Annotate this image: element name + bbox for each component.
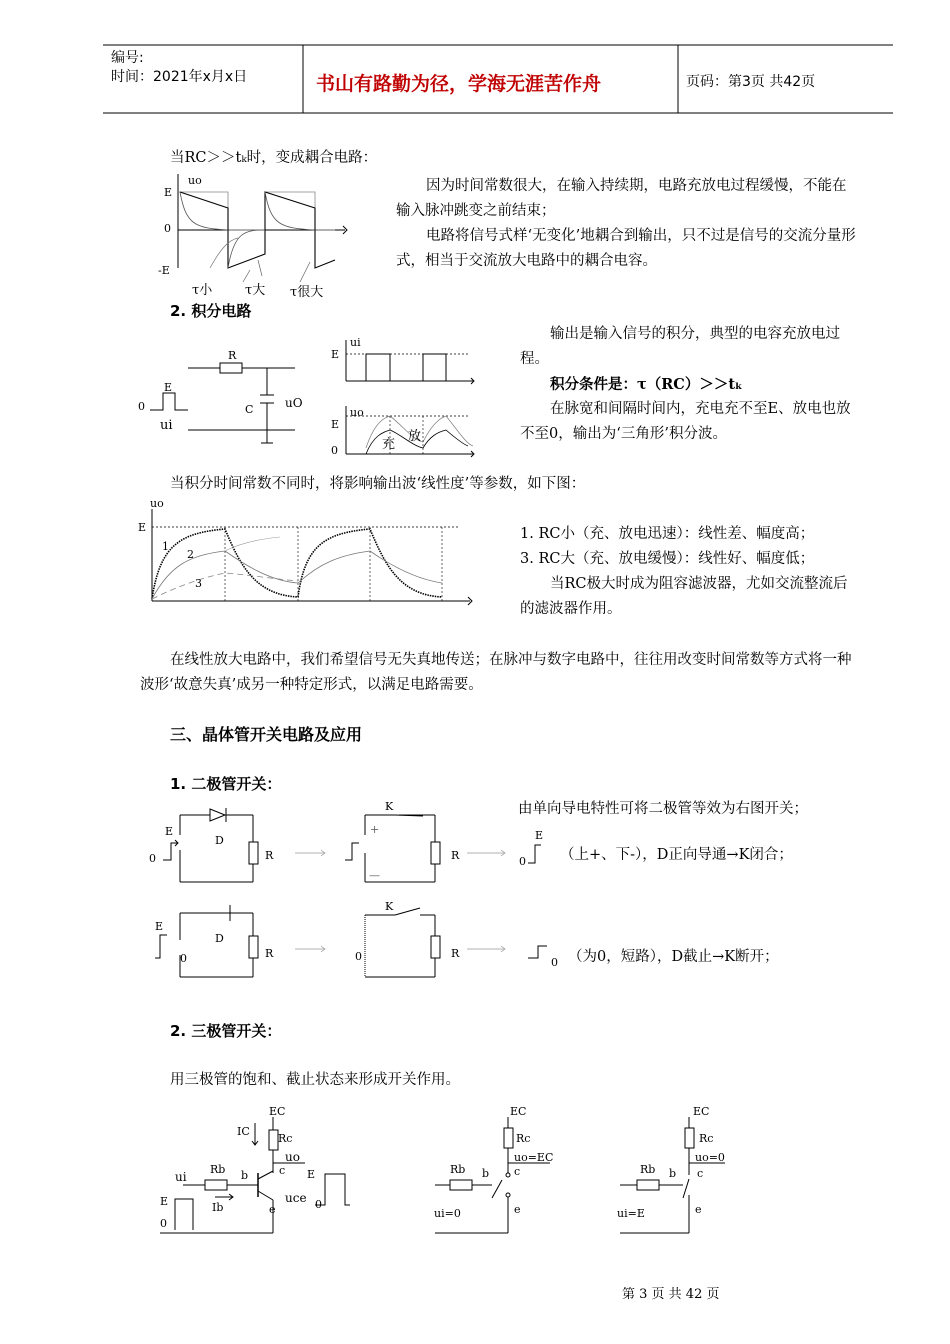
- diode2-R: R: [265, 947, 274, 960]
- integral-para-1: 输出是输入信号的积分，典型的电容充放电过程。: [520, 326, 840, 367]
- doc-number-label: 编号:: [111, 50, 144, 66]
- curve-1-label: 1: [162, 540, 169, 553]
- diode2-zero: 0: [180, 952, 187, 965]
- diode2-D: D: [215, 932, 224, 945]
- t1-zero-out: 0: [315, 1198, 322, 1211]
- integral-ui-label: ui: [160, 418, 173, 433]
- switch-closed-contact: [395, 812, 435, 822]
- t1-E-out: E: [307, 1168, 316, 1181]
- t3-b: b: [669, 1167, 677, 1180]
- t1-uce: uce: [285, 1191, 307, 1205]
- t3-uo-0: uo=0: [695, 1151, 725, 1164]
- integral-para-4: 在线性放大电路中，我们希望信号无失真地传送；在脉冲与数字电路中，往往用改变时间常数等方式将一种波形‘故意失真’成另一种特定形式，以满足电路需要。: [140, 652, 852, 693]
- integral-wave-E1-label: E: [331, 348, 340, 361]
- t1-Ic: IC: [237, 1125, 250, 1138]
- coupling-uo-label: uo: [188, 174, 202, 187]
- integral-intro-2: 当积分时间常数不同时，将影响输出波‘线性度’等参数，如下图：: [170, 476, 586, 492]
- switch2-R: R: [451, 947, 460, 960]
- t2-Rb: Rb: [450, 1163, 466, 1176]
- diode-desc: 由单向导电特性可将二极管等效为右图开关；: [518, 801, 808, 817]
- coupling-E-label: E: [164, 186, 173, 199]
- integral-condition: [550, 372, 743, 398]
- result1-zero: 0: [519, 855, 526, 868]
- coupling-zero-label: 0: [164, 222, 171, 235]
- integral-wave-ui-label: ui: [350, 336, 361, 349]
- integral-linearity-figure: [130, 495, 475, 610]
- integral-condition-formula: τ（RC）＞＞tₖ: [637, 376, 743, 393]
- integral-uo-label: uO: [285, 396, 303, 410]
- result2-zero: 0: [551, 956, 558, 969]
- t2-Ec: EC: [510, 1105, 527, 1118]
- tau-verybig-label: τ很大: [290, 285, 324, 300]
- transistor-on-equivalent: [615, 1105, 765, 1235]
- doc-time-label: 时间：2021年x月x日: [111, 69, 248, 85]
- linearity-uo-label: uo: [150, 497, 164, 510]
- switch1-minus: —: [369, 869, 380, 882]
- diode-off-circuit: [145, 900, 565, 985]
- t2-ui-0: ui=0: [434, 1207, 461, 1220]
- t3-e: e: [695, 1203, 702, 1216]
- diode1-zero: 0: [149, 852, 156, 865]
- transistor-desc: 用三极管的饱和、截止状态来形成开关作用。: [170, 1072, 460, 1088]
- integral-E-label: E: [164, 381, 173, 394]
- transistor-off-equivalent: [430, 1105, 580, 1235]
- t1-Rb: Rb: [210, 1163, 226, 1176]
- section-3-heading: 三、晶体管开关电路及应用: [170, 725, 363, 744]
- t2-uo-ec: uo=EC: [514, 1151, 554, 1164]
- integral-C-label: C: [245, 403, 254, 416]
- t1-uo: uo: [285, 1150, 300, 1164]
- switch1-R: R: [451, 849, 460, 862]
- t2-b: b: [482, 1167, 490, 1180]
- rc-list-item-1: 1. RC小（充、放电迅速）：线性差、幅度高；: [520, 526, 815, 542]
- t1-e: e: [269, 1203, 276, 1216]
- coupling-negE-label: -E: [158, 264, 170, 277]
- t3-ui-E: ui=E: [617, 1207, 645, 1220]
- switch2-K: K: [385, 900, 394, 913]
- transistor-circuit: [155, 1105, 370, 1235]
- diode-heading: 1. 二极管开关：: [170, 775, 282, 793]
- integral-wave-uo-label: uo: [350, 406, 364, 419]
- curve-3-label: 3: [195, 577, 202, 590]
- diode-row2-text: （为0，短路），D截止→K断开；: [568, 949, 779, 965]
- diode-on-circuit: [145, 800, 555, 890]
- coupling-para-1: 因为时间常数很大，在输入持续期，电路充放电过程缓慢，不能在输入脉冲跳变之前结束；: [396, 178, 847, 219]
- integral-discharge-label: 放: [408, 429, 422, 444]
- integral-heading: 2. 积分电路: [170, 302, 252, 320]
- diode-row1-text: （上+、下-），D正向导通→K闭合；: [560, 847, 793, 863]
- page-header: [103, 44, 893, 114]
- t2-c: c: [514, 1165, 521, 1178]
- integral-wave-zero-label: 0: [331, 444, 338, 457]
- linearity-E-label: E: [138, 521, 147, 534]
- t3-Rb: Rb: [640, 1163, 656, 1176]
- integral-para-3: 当RC极大时成为阻容滤波器，尤如交流整流后的滤波器作用。: [520, 576, 848, 617]
- integral-wave-E2-label: E: [331, 418, 340, 431]
- diode2-E: E: [155, 920, 164, 933]
- integral-para-2: 在脉宽和间隔时间内，充电充不至E、放电也放不至0，输出为‘三角形’积分波。: [520, 401, 851, 442]
- integral-R-label: R: [228, 349, 237, 362]
- switch1-plus: +: [370, 823, 380, 836]
- t2-Rc: Rc: [516, 1132, 531, 1145]
- integral-zero-label: 0: [138, 400, 145, 413]
- integral-waveforms: [328, 336, 478, 461]
- t3-Ec: EC: [693, 1105, 710, 1118]
- integral-charge-label: 充: [382, 437, 396, 452]
- curve-2-label: 2: [187, 548, 194, 561]
- t1-Ib: Ib: [212, 1201, 224, 1214]
- result1-E: E: [535, 829, 544, 842]
- t1-c: c: [279, 1164, 286, 1177]
- tau-small-label: τ小: [192, 283, 213, 298]
- t3-c: c: [697, 1167, 704, 1180]
- diode1-E: E: [165, 825, 174, 838]
- t1-b: b: [241, 1169, 249, 1182]
- integral-condition-label: 积分条件是：: [550, 377, 637, 393]
- header-page-label: 页码：第3页 共42页: [686, 74, 816, 90]
- coupling-intro: 当RC＞＞tₖ时，变成耦合电路：: [170, 150, 378, 166]
- t1-E-in: E: [160, 1195, 169, 1208]
- switch2-zero: 0: [355, 950, 362, 963]
- diode1-R: R: [265, 849, 274, 862]
- t2-e: e: [514, 1203, 521, 1216]
- integral-circuit: [135, 345, 310, 445]
- header-motto: 书山有路勤为径，学海无涯苦作舟: [316, 73, 602, 95]
- coupling-para-2: 电路将信号式样‘无变化’地耦合到输出，只不过是信号的交流分量形式，相当于交流放大电路中的耦合电容。: [396, 228, 856, 269]
- t3-Rc: Rc: [699, 1132, 714, 1145]
- t1-Ec: EC: [269, 1105, 286, 1118]
- tau-big-label: τ大: [245, 283, 266, 298]
- coupling-waveform-figure: [150, 170, 360, 300]
- t1-ui: ui: [175, 1170, 187, 1184]
- rc-list-item-2: 3. RC大（充、放电缓慢）：线性好、幅度低；: [520, 551, 815, 567]
- t1-Rc: Rc: [278, 1132, 293, 1145]
- t1-zero-in: 0: [160, 1217, 167, 1230]
- transistor-heading: 2. 三极管开关：: [170, 1022, 282, 1040]
- footer-page-number: 第 3 页 共 42 页: [622, 1287, 720, 1302]
- switch1-K: K: [385, 800, 394, 813]
- diode1-D: D: [215, 834, 224, 847]
